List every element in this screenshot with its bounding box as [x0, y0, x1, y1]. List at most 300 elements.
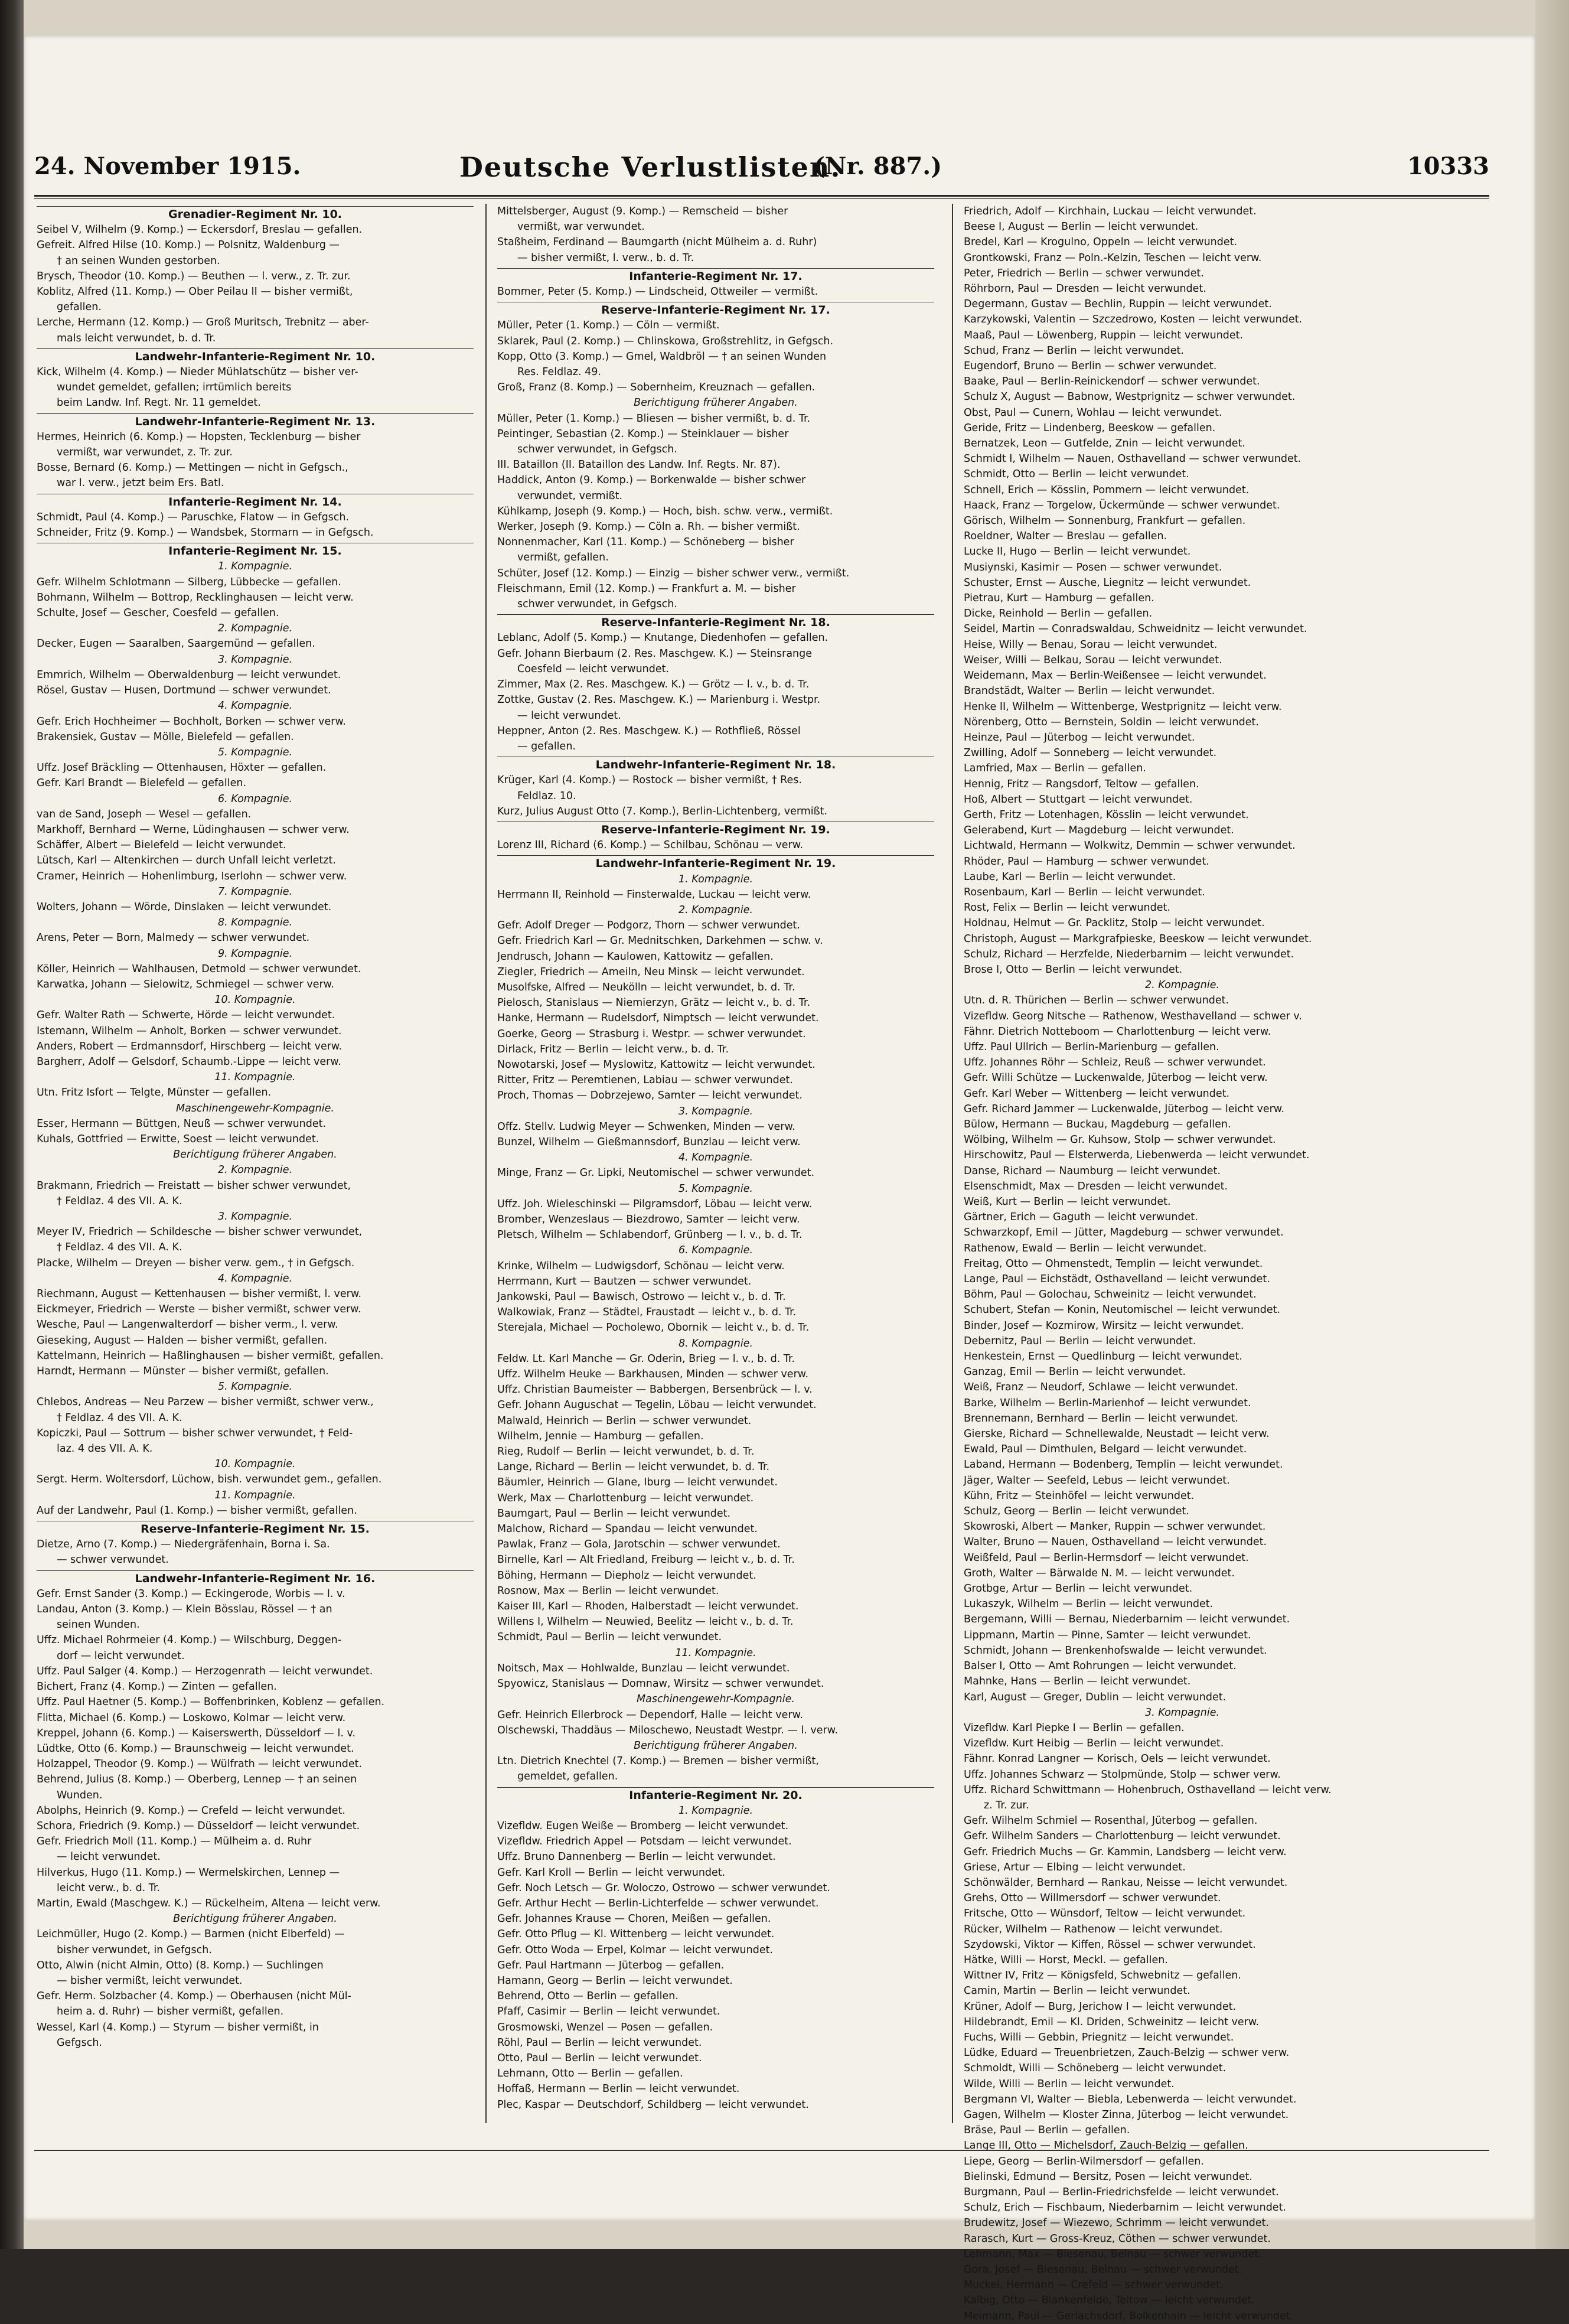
- list-entry: Uffz. Joh. Wieleschinski — Pilgramsdorf, Löbau — leicht verw.: [497, 1198, 813, 1210]
- list-entry: Gefr. Johann Bierbaum (2. Res. Maschgew. K.) — Steinsrange: [497, 647, 813, 660]
- list-entry: laz. 4 des VII. A. K.: [57, 1443, 153, 1455]
- list-entry: Camin, Martin — Berlin — leicht verwundet.: [964, 1985, 1190, 1997]
- list-entry: Werk, Max — Charlottenburg — leicht verwundet.: [497, 1492, 754, 1504]
- list-entry: Gefr. Paul Hartmann — Jüterbog — gefallen.: [497, 1959, 725, 1971]
- list-entry: Gefr. Friedrich Moll (11. Komp.) — Mülheim a. d. Ruhr: [37, 1836, 312, 1848]
- list-entry: Holdnau, Helmut — Gr. Packlitz, Stolp — leicht verwundet.: [964, 917, 1265, 930]
- list-entry: Walkowiak, Franz — Städtel, Fraustadt — leicht v., b. d. Tr.: [497, 1306, 797, 1319]
- list-entry: Bunzel, Wilhelm — Gießmannsdorf, Bunzlau — leicht verw.: [497, 1136, 801, 1148]
- list-entry: Weiser, Willi — Belkau, Sorau — leicht verwundet.: [964, 654, 1222, 666]
- list-entry: Röhrborn, Paul — Dresden — leicht verwundet.: [964, 283, 1206, 295]
- list-entry: Schulte, Josef — Gescher, Coesfeld — gefallen.: [37, 607, 279, 620]
- section-heading: Reserve-Infanterie-Regiment Nr. 19.: [497, 822, 934, 837]
- list-entry: Gelerabend, Kurt — Magdeburg — leicht verwundet.: [964, 824, 1234, 837]
- list-entry: Kalbig, Otto — Blankenfelde, Teltow — leicht verwundet.: [964, 2294, 1255, 2307]
- list-entry: — schwer verwundet.: [57, 1554, 169, 1566]
- list-entry: Otto, Paul — Berlin — leicht verwundet.: [497, 2052, 702, 2064]
- list-entry: Landau, Anton (3. Komp.) — Klein Bösslau, Rössel — † an: [37, 1603, 332, 1616]
- list-entry: Schmidt, Johann — Brenkenhofswalde — leicht verwundet.: [964, 1644, 1267, 1657]
- column-divider: [485, 204, 487, 2123]
- list-entry: Feldw. Lt. Karl Manche — Gr. Oderin, Brieg — l. v., b. d. Tr.: [497, 1352, 795, 1365]
- list-entry: Lorenz III, Richard (6. Komp.) — Schilbau, Schönau — verw.: [497, 839, 804, 852]
- list-entry: Eickmeyer, Friedrich — Werste — bisher vermißt, schwer verw.: [37, 1303, 361, 1316]
- list-entry: Haack, Franz — Torgelow, Ückermünde — schwer verwundet.: [964, 499, 1280, 511]
- list-entry: bisher verwundet, in Gefgsch.: [57, 1944, 212, 1956]
- list-entry: Brandstädt, Walter — Berlin — leicht verwundet.: [964, 685, 1215, 697]
- subsection-heading: 6. Kompagnie.: [678, 1244, 753, 1257]
- list-entry: Karl, August — Greger, Dublin — leicht verwundet.: [964, 1691, 1227, 1703]
- subsection-heading: 3. Kompagnie.: [217, 653, 293, 666]
- list-entry: Brakmann, Friedrich — Freistatt — bisher schwer verwundet,: [37, 1179, 351, 1192]
- list-entry: Hilverkus, Hugo (11. Komp.) — Wermelskirchen, Lennep —: [37, 1866, 340, 1879]
- list-entry: Burgmann, Paul — Berlin-Friedrichsfelde — leicht verwundet.: [964, 2186, 1279, 2198]
- list-entry: Feldlaz. 10.: [517, 790, 576, 802]
- section-heading: Infanterie-Regiment Nr. 20.: [497, 1787, 934, 1803]
- list-entry: Vizefldw. Georg Nitsche — Rathenow, Westhavelland — schwer v.: [964, 1010, 1302, 1022]
- list-entry: Schora, Friedrich (9. Komp.) — Düsseldorf — leicht verwundet.: [37, 1820, 360, 1832]
- list-entry: Gefr. Herm. Solzbacher (4. Komp.) — Oberhausen (nicht Mül-: [37, 1990, 351, 2003]
- column-divider: [952, 204, 953, 2123]
- list-entry: Lamfried, Max — Berlin — gefallen.: [964, 762, 1146, 775]
- list-entry: Schmidt, Otto — Berlin — leicht verwundet.: [964, 468, 1189, 481]
- list-entry: Wesche, Paul — Langenwalterdorf — bisher verm., l. verw.: [37, 1319, 338, 1331]
- footer-rule: [34, 2150, 1489, 2151]
- list-entry: Goerke, Georg — Strasburg i. Westpr. — schwer verwundet.: [497, 1028, 806, 1040]
- list-entry: Barke, Wilhelm — Berlin-Marienhof — leicht verwundet.: [964, 1397, 1251, 1409]
- list-entry: Schulz X, August — Babnow, Westprignitz — schwer verwundet.: [964, 391, 1296, 403]
- list-entry: Fähnr. Konrad Langner — Korisch, Oels — leicht verwundet.: [964, 1753, 1271, 1765]
- section-heading: Landwehr-Infanterie-Regiment Nr. 18.: [497, 757, 934, 773]
- list-entry: Abolphs, Heinrich (9. Komp.) — Crefeld — leicht verwundet.: [37, 1804, 345, 1817]
- list-entry: Pietrau, Kurt — Hamburg — gefallen.: [964, 592, 1154, 605]
- subsection-heading: 7. Kompagnie.: [217, 885, 293, 898]
- list-entry: Walter, Bruno — Nauen, Osthavelland — leicht verwundet.: [964, 1536, 1267, 1549]
- list-entry: gefallen.: [57, 301, 102, 314]
- list-entry: Minge, Franz — Gr. Lipki, Neutomischel — schwer verwundet.: [497, 1167, 815, 1179]
- subsection-heading: 11. Kompagnie.: [675, 1647, 756, 1659]
- subsection-heading: 3. Kompagnie.: [1144, 1706, 1220, 1719]
- list-entry: Koblitz, Alfred (11. Komp.) — Ober Peilau II — bisher vermißt,: [37, 286, 353, 298]
- list-entry: Muckel, Hermann — Crefeld — schwer verwundet.: [964, 2279, 1224, 2292]
- list-entry: Leblanc, Adolf (5. Komp.) — Knutange, Diedenhofen — gefallen.: [497, 632, 828, 644]
- list-entry: Schmidt, Paul — Berlin — leicht verwundet.: [497, 1631, 722, 1644]
- list-entry: Dietze, Arno (7. Komp.) — Niedergräfenhain, Borna i. Sa.: [37, 1539, 330, 1551]
- list-entry: Olschewski, Thaddäus — Miloschewo, Neustadt Westpr. — l. verw.: [497, 1724, 839, 1736]
- list-entry: Brose I, Otto — Berlin — leicht verwundet.: [964, 963, 1183, 976]
- list-entry: Uffz. Paul Salger (4. Komp.) — Herzogenrath — leicht verwundet.: [37, 1665, 373, 1677]
- list-entry: Bosse, Bernard (6. Komp.) — Mettingen — nicht in Gefgsch.,: [37, 462, 348, 474]
- list-entry: verwundet, vermißt.: [517, 490, 623, 502]
- list-entry: Jankowski, Paul — Bawisch, Ostrowo — leicht v., b. d. Tr.: [497, 1291, 786, 1303]
- list-entry: Debernitz, Paul — Berlin — leicht verwundet.: [964, 1335, 1196, 1347]
- subsection-heading: 2. Kompagnie.: [217, 622, 293, 635]
- page-header: [34, 148, 1489, 189]
- list-entry: Kattelmann, Heinrich — Haßlinghausen — bisher vermißt, gefallen.: [37, 1350, 384, 1362]
- list-entry: Bernatzek, Leon — Gutfelde, Znin — leicht verwundet.: [964, 438, 1245, 450]
- list-entry: Weiß, Franz — Neudorf, Schlawe — leicht verwundet.: [964, 1381, 1238, 1394]
- list-entry: Mittelsberger, August (9. Komp.) — Remscheid — bisher: [497, 206, 788, 217]
- list-entry: Gierske, Richard — Schnellewalde, Neustadt — leicht verw.: [964, 1428, 1270, 1440]
- list-entry: Emmrich, Wilhelm — Oberwaldenburg — leicht verwundet.: [37, 669, 341, 681]
- section-heading: Reserve-Infanterie-Regiment Nr. 15.: [37, 1521, 474, 1537]
- list-entry: — bisher vermißt, l. verw., b. d. Tr.: [517, 252, 694, 264]
- list-entry: Karwatka, Johann — Sielowitz, Schmiegel — schwer verw.: [37, 978, 334, 990]
- list-entry: Böhm, Paul — Golochau, Schweinitz — leicht verwundet.: [964, 1289, 1257, 1301]
- list-entry: Eugendorf, Bruno — Berlin — schwer verwundet.: [964, 360, 1217, 373]
- list-entry: Rost, Felix — Berlin — leicht verwundet.: [964, 902, 1170, 914]
- list-entry: Brysch, Theodor (10. Komp.) — Beuthen — l. verw., z. Tr. zur.: [37, 270, 351, 282]
- list-entry: Gefr. Willi Schütze — Luckenwalde, Jüterbog — leicht verw.: [964, 1072, 1268, 1084]
- list-entry: III. Bataillon (II. Bataillon des Landw. Inf. Regts. Nr. 87).: [497, 459, 781, 471]
- list-entry: Vizefldw. Kurt Heibig — Berlin — leicht verwundet.: [964, 1738, 1224, 1750]
- list-entry: Meyer IV, Friedrich — Schildesche — bisher schwer verwundet,: [37, 1226, 363, 1238]
- list-entry: Plec, Kaspar — Deutschdorf, Schildberg — leicht verwundet.: [497, 2098, 809, 2111]
- list-entry: Rosnow, Max — Berlin — leicht verwundet.: [497, 1585, 719, 1597]
- list-entry: Hätke, Willi — Horst, Meckl. — gefallen.: [964, 1954, 1168, 1966]
- subsection-heading: 3. Kompagnie.: [678, 1105, 753, 1117]
- list-entry: Schneider, Fritz (9. Komp.) — Wandsbek, Stormarn — in Gefgsch.: [37, 527, 374, 539]
- list-entry: Groth, Walter — Bärwalde N. M. — leicht verwundet.: [964, 1567, 1235, 1579]
- list-entry: Gefr. Walter Rath — Schwerte, Hörde — leicht verwundet.: [37, 1009, 335, 1022]
- list-entry: Hennig, Fritz — Rangsdorf, Teltow — gefallen.: [964, 778, 1199, 790]
- list-entry: Noitsch, Max — Hohlwalde, Bunzlau — leicht verwundet.: [497, 1662, 790, 1674]
- list-entry: Gefr. Richard Jammer — Luckenwalde, Jüterbog — leicht verw.: [964, 1103, 1285, 1115]
- list-entry: Gefgsch.: [57, 2036, 102, 2049]
- list-entry: Schwarzkopf, Emil — Jütter, Magdeburg — schwer verwundet.: [964, 1227, 1284, 1239]
- list-entry: Sterejala, Michael — Pocholewo, Obornik — leicht v., b. d. Tr.: [497, 1322, 810, 1334]
- list-entry: Bülow, Hermann — Buckau, Magdeburg — gefallen.: [964, 1118, 1231, 1130]
- subsection-heading: 3. Kompagnie.: [217, 1211, 293, 1223]
- list-entry: Bielinski, Edmund — Bersitz, Posen — leicht verwundet.: [964, 2170, 1252, 2183]
- list-entry: Schulz, Georg — Berlin — leicht verwundet.: [964, 1505, 1189, 1518]
- list-entry: Bergemann, Willi — Bernau, Niederbarnim — leicht verwundet.: [964, 1614, 1290, 1626]
- list-entry: dorf — leicht verwundet.: [57, 1650, 185, 1662]
- list-entry: Bergmann VI, Walter — Biebla, Lebenwerda — leicht verwundet.: [964, 2093, 1297, 2105]
- list-entry: beim Landw. Inf. Regt. Nr. 11 gemeldet.: [57, 397, 261, 409]
- list-entry: Skowroski, Albert — Manker, Ruppin — schwer verwundet.: [964, 1521, 1266, 1533]
- list-entry: Gefr. Otto Woda — Erpel, Kolmar — leicht verwundet.: [497, 1944, 774, 1956]
- list-entry: Gefr. Heinrich Ellerbrock — Dependorf, Halle — leicht verw.: [497, 1709, 803, 1721]
- list-entry: Uffz. Wilhelm Heuke — Barkhausen, Minden — schwer verw.: [497, 1368, 809, 1381]
- list-entry: Istemann, Wilhelm — Anholt, Borken — schwer verwundet.: [37, 1025, 342, 1037]
- section-heading: Landwehr-Infanterie-Regiment Nr. 13.: [37, 413, 474, 429]
- list-entry: Rösel, Gustav — Husen, Dortmund — schwer verwundet.: [37, 685, 331, 697]
- subsection-heading: Maschinengewehr-Kompagnie.: [176, 1102, 334, 1114]
- list-entry: Brudewitz, Josef — Wiezewo, Schrimm — leicht verwundet.: [964, 2217, 1270, 2230]
- list-entry: Wessel, Karl (4. Komp.) — Styrum — bisher vermißt, in: [37, 2021, 319, 2033]
- list-entry: Schubert, Stefan — Konin, Neutomischel — leicht verwundet.: [964, 1304, 1281, 1316]
- list-entry: Schulz, Erich — Fischbaum, Niederbarnim — leicht verwundet.: [964, 2202, 1286, 2214]
- list-entry: Uffz. Paul Haetner (5. Komp.) — Boffenbrinken, Koblenz — gefallen.: [37, 1696, 385, 1709]
- publication-title: Deutsche Verlustlisten.: [459, 151, 841, 183]
- list-entry: Kühn, Fritz — Steinhöfel — leicht verwundet.: [964, 1489, 1195, 1502]
- subsection-heading: 11. Kompagnie.: [214, 1489, 296, 1501]
- list-entry: Lerche, Hermann (12. Komp.) — Groß Muritsch, Trebnitz — aber-: [37, 317, 369, 329]
- list-entry: Degermann, Gustav — Bechlin, Ruppin — leicht verwundet.: [964, 298, 1272, 311]
- list-entry: Binder, Josef — Kozmirow, Wirsitz — leicht verwundet.: [964, 1319, 1244, 1332]
- list-entry: Groß, Franz (8. Komp.) — Sobernheim, Kreuznach — gefallen.: [497, 382, 816, 394]
- list-entry: Bommer, Peter (5. Komp.) — Lindscheid, Ottweiler — vermißt.: [497, 286, 818, 298]
- list-entry: Nonnenmacher, Karl (11. Komp.) — Schöneberg — bisher: [497, 536, 794, 549]
- list-entry: Rarasch, Kurt — Gross-Kreuz, Cöthen — schwer verwundet.: [964, 2232, 1271, 2245]
- list-entry: Baake, Paul — Berlin-Reinickendorf — schwer verwundet.: [964, 376, 1260, 388]
- list-entry: Hoffaß, Hermann — Berlin — leicht verwundet.: [497, 2083, 740, 2095]
- list-entry: Vizefldw. Karl Piepke I — Berlin — gefallen.: [964, 1722, 1185, 1734]
- subsection-heading: 2. Kompagnie.: [1144, 979, 1220, 992]
- list-entry: Gefr. Friedrich Karl — Gr. Mednitschken, Darkehmen — schw. v.: [497, 935, 823, 947]
- subsection-heading: 1. Kompagnie.: [678, 1804, 753, 1817]
- list-entry: Heise, Willy — Benau, Sorau — leicht verwundet.: [964, 638, 1218, 651]
- list-entry: Zottke, Gustav (2. Res. Maschgew. K.) — Marienburg i. Westpr.: [497, 694, 821, 706]
- list-entry: Pielosch, Stanislaus — Niemierzyn, Grätz — leicht v., b. d. Tr.: [497, 997, 811, 1009]
- text-column-1: [37, 204, 474, 2153]
- list-entry: Uffz. Bruno Dannenberg — Berlin — leicht verwundet.: [497, 1851, 776, 1863]
- list-entry: gemeldet, gefallen.: [517, 1771, 618, 1783]
- list-entry: Vizefldw. Friedrich Appel — Potsdam — leicht verwundet.: [497, 1836, 792, 1848]
- subsection-heading: 9. Kompagnie.: [217, 947, 293, 960]
- list-entry: Malchow, Richard — Spandau — leicht verwundet.: [497, 1523, 758, 1536]
- list-entry: Utn. d. R. Thürichen — Berlin — schwer verwundet.: [964, 995, 1229, 1007]
- list-entry: Esser, Hermann — Büttgen, Neuß — schwer verwundet.: [37, 1117, 327, 1130]
- list-entry: — leicht verwundet.: [57, 1851, 161, 1863]
- list-entry: Kühlkamp, Joseph (9. Komp.) — Hoch, bish. schw. verw., vermißt.: [497, 505, 833, 517]
- list-entry: Fritsche, Otto — Wünsdorf, Teltow — leicht verwundet.: [964, 1908, 1246, 1920]
- list-entry: Müller, Peter (1. Komp.) — Bliesen — bisher vermißt, b. d. Tr.: [497, 412, 811, 425]
- list-entry: Gora, Josef — Biesenau, Belnau — schwer verwundet.: [964, 2264, 1242, 2276]
- list-entry: Arens, Peter — Born, Malmedy — schwer verwundet.: [37, 932, 310, 944]
- list-entry: Schäffer, Albert — Bielefeld — leicht verwundet.: [37, 839, 286, 852]
- list-entry: Balser I, Otto — Amt Rohrungen — leicht verwundet.: [964, 1660, 1237, 1673]
- list-entry: Gefr. Karl Brandt — Bielefeld — gefallen.: [37, 777, 247, 790]
- list-entry: Wölbing, Wilhelm — Gr. Kuhsow, Stolp — schwer verwundet.: [964, 1134, 1276, 1146]
- list-entry: Röhl, Paul — Berlin — leicht verwundet.: [497, 2036, 702, 2049]
- section-heading: Landwehr-Infanterie-Regiment Nr. 16.: [37, 1570, 474, 1586]
- list-entry: Krüner, Adolf — Burg, Jerichow I — leicht verwundet.: [964, 2000, 1237, 2013]
- text-column-2: [497, 204, 934, 2153]
- list-entry: Gefreit. Alfred Hilse (10. Komp.) — Polsnitz, Waldenburg —: [37, 239, 340, 252]
- section-heading: Reserve-Infanterie-Regiment Nr. 18.: [497, 614, 934, 630]
- list-entry: Schmidt, Paul (4. Komp.) — Paruschke, Flatow — in Gefgsch.: [37, 511, 350, 523]
- list-entry: Seidel, Martin — Conradswaldau, Schweidnitz — leicht verwundet.: [964, 623, 1307, 635]
- section-heading: Landwehr-Infanterie-Regiment Nr. 19.: [497, 855, 934, 871]
- list-entry: Vizefldw. Eugen Weiße — Bromberg — leicht verwundet.: [497, 1820, 789, 1832]
- list-entry: Gefr. Friedrich Muchs — Gr. Kammin, Landsberg — leicht verw.: [964, 1846, 1287, 1858]
- list-entry: wundet gemeldet, gefallen; irrtümlich bereits: [57, 382, 292, 394]
- list-entry: Lütsch, Karl — Altenkirchen — durch Unfall leicht verletzt.: [37, 855, 336, 867]
- list-entry: Behrend, Julius (8. Komp.) — Oberberg, Lennep — † an seinen: [37, 1774, 357, 1786]
- list-entry: Schuster, Ernst — Ausche, Liegnitz — leicht verwundet.: [964, 576, 1251, 589]
- list-entry: Cramer, Heinrich — Hohenlimburg, Iserlohn — schwer verw.: [37, 870, 347, 882]
- list-entry: Christoph, August — Markgrafpieske, Beeskow — leicht verwundet.: [964, 933, 1312, 945]
- list-entry: Rhöder, Paul — Hamburg — schwer verwundet.: [964, 855, 1209, 868]
- subsection-heading: 8. Kompagnie.: [217, 917, 293, 929]
- list-entry: Heinze, Paul — Jüterbog — leicht verwundet.: [964, 731, 1195, 744]
- list-entry: Görisch, Wilhelm — Sonnenburg, Frankfurt — gefallen.: [964, 515, 1246, 527]
- list-entry: Laube, Karl — Berlin — leicht verwundet.: [964, 871, 1176, 883]
- list-entry: Kopp, Otto (3. Komp.) — Gmel, Waldbröl — † an seinen Wunden: [497, 350, 827, 363]
- list-entry: Ltn. Dietrich Knechtel (7. Komp.) — Bremen — bisher vermißt,: [497, 1755, 819, 1768]
- list-entry: Gefr. Arthur Hecht — Berlin-Lichterfelde — schwer verwundet.: [497, 1897, 819, 1909]
- subsection-heading: 2. Kompagnie.: [678, 904, 753, 916]
- list-entry: Lüdtke, Otto (6. Komp.) — Braunschweig — leicht verwundet.: [37, 1742, 354, 1755]
- list-entry: Weiß, Kurt — Berlin — leicht verwundet.: [964, 1196, 1171, 1208]
- subsection-heading: Maschinengewehr-Kompagnie.: [637, 1693, 795, 1706]
- subsection-heading: Berichtigung früherer Angaben.: [173, 1149, 337, 1161]
- subsection-heading: 4. Kompagnie.: [678, 1152, 753, 1164]
- list-entry: Pletsch, Wilhelm — Schlabendorf, Grünberg — l. v., b. d. Tr.: [497, 1229, 803, 1241]
- list-entry: Gefr. Adolf Dreger — Podgorz, Thorn — schwer verwundet.: [497, 920, 800, 932]
- list-entry: Offz. Stellv. Ludwig Meyer — Schwenken, Minden — verw.: [497, 1120, 795, 1133]
- list-entry: Müller, Peter (1. Komp.) — Cöln — vermißt.: [497, 320, 720, 332]
- list-entry: Gerth, Fritz — Lotenhagen, Kösslin — leicht verwundet.: [964, 809, 1249, 821]
- list-entry: Peintinger, Sebastian (2. Komp.) — Steinklauer — bisher: [497, 428, 789, 440]
- list-entry: Birnelle, Karl — Alt Friedland, Freiburg — leicht v., b. d. Tr.: [497, 1554, 795, 1566]
- list-entry: Coesfeld — leicht verwundet.: [517, 663, 670, 675]
- list-entry: Uffz. Richard Schwittmann — Hohenbruch, Osthavelland — leicht verw.: [964, 1784, 1332, 1796]
- list-entry: Uffz. Paul Ullrich — Berlin-Marienburg — gefallen.: [964, 1041, 1219, 1053]
- list-entry: Gefr. Johann Auguschat — Tegelin, Löbau — leicht verwundet.: [497, 1399, 817, 1412]
- list-entry: — bisher vermißt, leicht verwundet.: [57, 1974, 243, 1987]
- list-entry: Wittner IV, Fritz — Königsfeld, Schwebnitz — gefallen.: [964, 1970, 1241, 1982]
- list-entry: Nowotarski, Josef — Myslowitz, Kattowitz — leicht verwundet.: [497, 1058, 816, 1071]
- list-entry: Schmoldt, Willi — Schöneberg — leicht verwundet.: [964, 2062, 1227, 2075]
- subsection-heading: 6. Kompagnie.: [217, 793, 293, 805]
- list-entry: Bredel, Karl — Krogulno, Oppeln — leicht verwundet.: [964, 236, 1238, 249]
- list-entry: Obst, Paul — Cunern, Wohlau — leicht verwundet.: [964, 406, 1222, 419]
- list-entry: Jäger, Walter — Seefeld, Lebus — leicht verwundet.: [964, 1474, 1230, 1487]
- list-entry: Liepe, Georg — Berlin-Wilmersdorf — gefallen.: [964, 2155, 1204, 2167]
- list-entry: Res. Feldlaz. 49.: [517, 366, 601, 379]
- list-entry: Köller, Heinrich — Wahlhausen, Detmold — schwer verwundet.: [37, 963, 361, 975]
- list-entry: Bromber, Wenzeslaus — Biezdrowo, Samter — leicht verw.: [497, 1214, 800, 1225]
- list-entry: leicht verw., b. d. Tr.: [57, 1882, 161, 1894]
- list-entry: Gefr. Noch Letsch — Gr. Woloczo, Ostrowo — schwer verwundet.: [497, 1882, 830, 1894]
- list-entry: seinen Wunden.: [57, 1619, 140, 1631]
- list-entry: Rieg, Rudolf — Berlin — leicht verwundet, b. d. Tr.: [497, 1446, 755, 1458]
- list-entry: Sklarek, Paul (2. Komp.) — Chlinskowa, Großstrehlitz, in Gefgsch.: [497, 335, 834, 347]
- list-entry: Uffz. Michael Rohrmeier (4. Komp.) — Wilschburg, Deggen-: [37, 1634, 342, 1647]
- list-entry: Lange III, Otto — Michelsdorf, Zauch-Belzig — gefallen.: [964, 2140, 1248, 2152]
- section-heading: Infanterie-Regiment Nr. 14.: [37, 494, 474, 510]
- subsection-heading: Berichtigung früherer Angaben.: [634, 1739, 798, 1752]
- list-entry: Uffz. Johannes Röhr — Schleiz, Reuß — schwer verwundet.: [964, 1057, 1266, 1069]
- list-entry: Schmidt I, Wilhelm — Nauen, Osthavelland — schwer verwundet.: [964, 453, 1301, 465]
- text-column-3: [964, 204, 1401, 2322]
- list-entry: Schnell, Erich — Kösslin, Pommern — leicht verwundet.: [964, 484, 1250, 496]
- issue-date: 24. November 1915.: [34, 152, 301, 180]
- list-entry: Maaß, Paul — Löwenberg, Ruppin — leicht verwundet.: [964, 329, 1244, 341]
- list-entry: Mahnke, Hans — Berlin — leicht verwundet.: [964, 1676, 1191, 1688]
- list-entry: Lippmann, Martin — Pinne, Samter — leicht verwundet.: [964, 1629, 1251, 1641]
- list-entry: Ewald, Paul — Dimthulen, Belgard — leicht verwundet.: [964, 1443, 1247, 1456]
- list-entry: heim a. d. Ruhr) — bisher vermißt, gefallen.: [57, 2006, 284, 2018]
- subsection-heading: 10. Kompagnie.: [214, 994, 296, 1006]
- list-entry: Grontkowski, Franz — Poln.-Kelzin, Teschen — leicht verw.: [964, 252, 1262, 264]
- subsection-heading: 2. Kompagnie.: [217, 1164, 293, 1176]
- list-entry: Schönwälder, Bernhard — Rankau, Neisse — leicht verwundet.: [964, 1876, 1288, 1889]
- list-entry: Lüdke, Eduard — Treuenbrietzen, Zauch-Belzig — schwer verw.: [964, 2047, 1290, 2059]
- list-entry: Lichtwald, Hermann — Wolkwitz, Demmin — schwer verwundet.: [964, 840, 1296, 852]
- list-entry: Wilhelm, Jennie — Hamburg — gefallen.: [497, 1430, 704, 1442]
- list-entry: Behrend, Otto — Berlin — gefallen.: [497, 1990, 679, 2003]
- subsection-heading: 1. Kompagnie.: [678, 873, 753, 885]
- list-entry: Seibel V, Wilhelm (9. Komp.) — Eckersdorf, Breslau — gefallen.: [37, 224, 363, 236]
- list-entry: Proch, Thomas — Dobrzejewo, Samter — leicht verwundet.: [497, 1090, 803, 1102]
- list-entry: Musiynski, Kasimir — Posen — schwer verwundet.: [964, 561, 1222, 573]
- list-entry: Malwald, Heinrich — Berlin — schwer verwundet.: [497, 1414, 752, 1427]
- list-entry: Hirschowitz, Paul — Elsterwerda, Liebenwerda — leicht verwundet.: [964, 1149, 1310, 1162]
- list-entry: Bargherr, Adolf — Gelsdorf, Schaumb.-Lippe — leicht verw.: [37, 1055, 341, 1068]
- list-entry: Szydowski, Viktor — Kiffen, Rössel — schwer verwundet.: [964, 1938, 1256, 1951]
- list-entry: Ritter, Fritz — Peremtienen, Labiau — schwer verwundet.: [497, 1074, 793, 1087]
- list-entry: Placke, Wilhelm — Dreyen — bisher verw. gem., † in Gefgsch.: [37, 1257, 355, 1269]
- list-entry: Grotbge, Artur — Berlin — leicht verwundet.: [964, 1583, 1193, 1595]
- list-entry: Weidemann, Max — Berlin-Weißensee — leicht verwundet.: [964, 670, 1267, 682]
- list-entry: Kurz, Julius August Otto (7. Komp.), Berlin-Lichtenberg, vermißt.: [497, 805, 828, 817]
- list-entry: Rathenow, Ewald — Berlin — leicht verwundet.: [964, 1242, 1207, 1254]
- list-entry: Gefr. Karl Weber — Wittenberg — leicht verwundet.: [964, 1087, 1230, 1100]
- list-entry: Spyowicz, Stanislaus — Domnaw, Wirsitz — schwer verwundet.: [497, 1678, 824, 1690]
- list-entry: Holzappel, Theodor (9. Komp.) — Wülfrath — leicht verwundet.: [37, 1758, 363, 1771]
- section-heading: Infanterie-Regiment Nr. 17.: [497, 268, 934, 284]
- list-entry: Wunden.: [57, 1789, 103, 1801]
- list-entry: Henkestein, Ernst — Quedlinburg — leicht verwundet.: [964, 1351, 1242, 1363]
- list-entry: Dirlack, Fritz — Berlin — leicht verw., b. d. Tr.: [497, 1043, 729, 1055]
- list-entry: Laband, Hermann — Bodenberg, Templin — leicht verwundet.: [964, 1459, 1283, 1471]
- list-entry: Lehmann, Otto — Berlin — gefallen.: [497, 2068, 683, 2080]
- list-entry: schwer verwundet, in Gefgsch.: [517, 598, 677, 611]
- list-entry: Brennemann, Bernhard — Berlin — leicht verwundet.: [964, 1412, 1238, 1425]
- list-entry: Pawlak, Franz — Gola, Jarotschin — schwer verwundet.: [497, 1539, 781, 1551]
- list-entry: Herrmann, Kurt — Bautzen — schwer verwundet.: [497, 1275, 752, 1288]
- binding-edge: [0, 0, 24, 2249]
- subsection-heading: 5. Kompagnie.: [217, 746, 293, 758]
- list-entry: Gefr. Wilhelm Schmiel — Rosenthal, Jüterbog — gefallen.: [964, 1815, 1258, 1827]
- list-entry: Fuchs, Willi — Gebbin, Priegnitz — leicht verwundet.: [964, 2031, 1234, 2043]
- list-entry: Flitta, Michael (6. Komp.) — Loskowo, Kolmar — leicht verw.: [37, 1712, 346, 1724]
- list-entry: Rosenbaum, Karl — Berlin — leicht verwundet.: [964, 886, 1205, 898]
- list-entry: Gefr. Wilhelm Schlotmann — Silberg, Lübbecke — gefallen.: [37, 576, 341, 588]
- list-entry: Harndt, Hermann — Münster — bisher vermißt, gefallen.: [37, 1365, 329, 1378]
- subsection-heading: 10. Kompagnie.: [214, 1458, 296, 1471]
- list-entry: Grehs, Otto — Willmersdorf — schwer verwundet.: [964, 1892, 1221, 1905]
- list-entry: Utn. Fritz Isfort — Telgte, Münster — gefallen.: [37, 1087, 272, 1099]
- list-entry: Gefr. Ernst Sander (3. Komp.) — Eckingerode, Worbis — l. v.: [37, 1588, 345, 1600]
- list-entry: Gärtner, Erich — Gaguth — leicht verwundet.: [964, 1211, 1198, 1224]
- page-edge: [1535, 0, 1569, 2249]
- list-entry: Gieseking, August — Halden — bisher vermißt, gefallen.: [37, 1334, 328, 1347]
- subsection-heading: 11. Kompagnie.: [214, 1071, 296, 1084]
- list-entry: Riechmann, August — Kettenhausen — bisher vermißt, l. verw.: [37, 1288, 362, 1300]
- list-entry: Herrmann II, Reinhold — Finsterwalde, Luckau — leicht verw.: [497, 888, 811, 901]
- list-entry: Hoß, Albert — Stuttgart — leicht verwundet.: [964, 793, 1193, 806]
- list-entry: Meimann, Paul — Gerlachsdorf, Bolkenhain — leicht verwundet.: [964, 2310, 1294, 2322]
- list-entry: Pfaff, Casimir — Berlin — leicht verwundet.: [497, 2006, 720, 2018]
- section-heading: Landwehr-Infanterie-Regiment Nr. 10.: [37, 348, 474, 364]
- list-entry: Nörenberg, Otto — Bernstein, Soldin — leicht verwundet.: [964, 716, 1259, 728]
- list-entry: Gefr. Johannes Krause — Choren, Meißen — gefallen.: [497, 1913, 771, 1925]
- subsection-heading: 5. Kompagnie.: [217, 1381, 293, 1393]
- list-entry: Willens I, Wilhelm — Neuwied, Beelitz — leicht v., b. d. Tr.: [497, 1616, 794, 1628]
- list-entry: van de Sand, Joseph — Wesel — gefallen.: [37, 808, 252, 820]
- list-entry: Bäumler, Heinrich — Glane, Iburg — leicht verwundet.: [497, 1476, 778, 1489]
- section-heading: Infanterie-Regiment Nr. 15.: [37, 543, 474, 559]
- list-entry: — gefallen.: [517, 740, 576, 752]
- list-entry: Decker, Eugen — Saaralben, Saargemünd — gefallen.: [37, 638, 315, 650]
- list-entry: Grosmowski, Wenzel — Posen — gefallen.: [497, 2021, 713, 2033]
- list-entry: Freitag, Otto — Ohmenstedt, Templin — leicht verwundet.: [964, 1257, 1263, 1270]
- list-entry: Elsenschmidt, Max — Dresden — leicht verwundet.: [964, 1180, 1228, 1192]
